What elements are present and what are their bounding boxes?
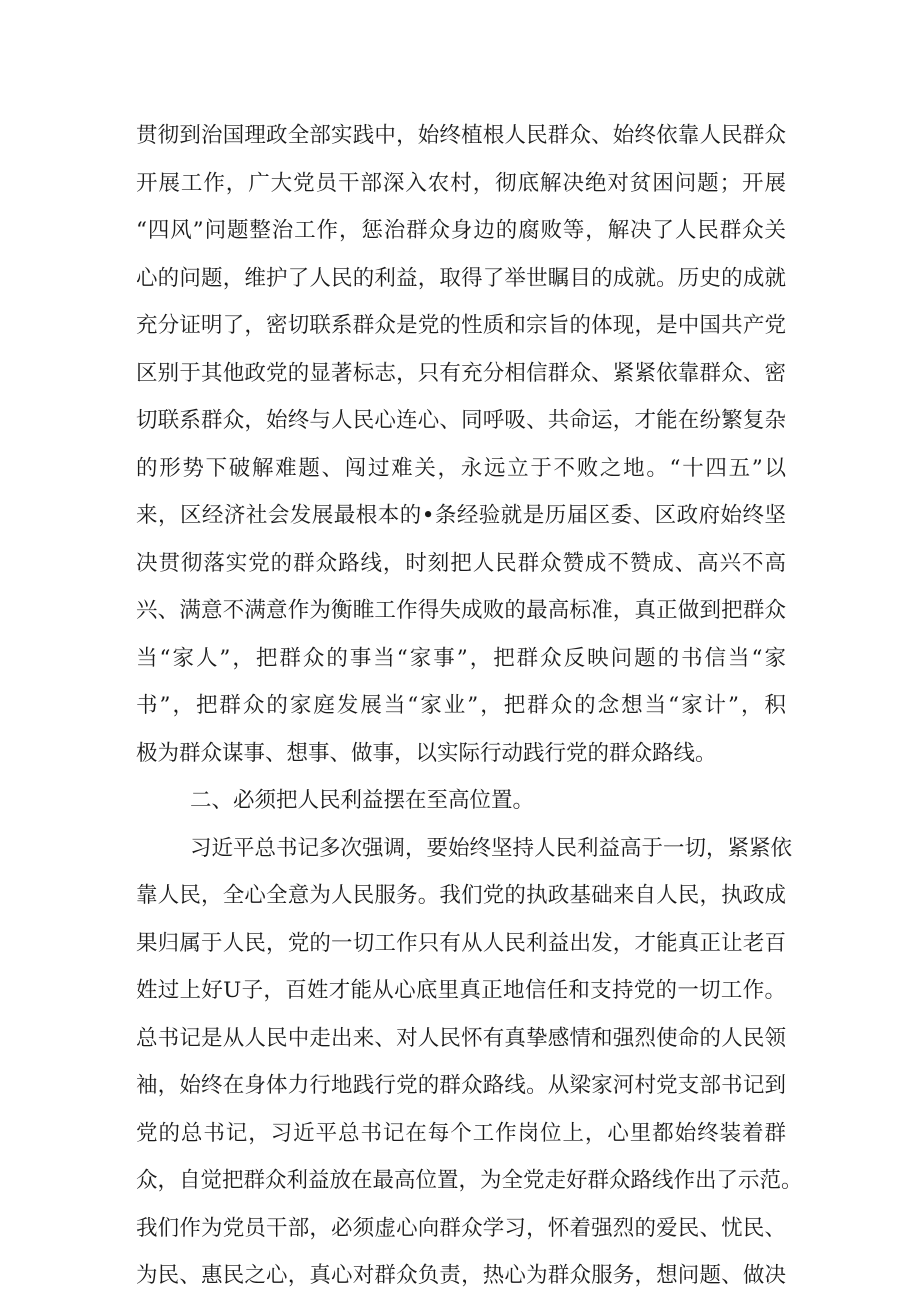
text-line: 我们作为党员干部，必须虚心向群众学习，怀着强烈的爱民、忧民、 <box>136 1215 786 1241</box>
paragraph-first-line: 习近平总书记多次强调，要始终坚持人民利益高于一切，紧紧依 <box>190 835 793 861</box>
document-body <box>136 112 803 1300</box>
text-line: 区别于其他政党的显著标志，只有充分相信群众、紧紧依靠群众、密 <box>136 360 786 386</box>
text-line: 切联系群众，始终与人民心连心、同呼吸、共命运，才能在纷繁复杂 <box>136 408 786 433</box>
text-line: 为民、惠民之心，真心对群众负责，热心为群众服务，想问题、做决 <box>136 1263 786 1288</box>
text-line: 党的总书记，习近平总书记在每个工作岗位上，心里都始终装着群 <box>136 1120 786 1146</box>
text-line: 当“家人”，把群众的事当“家事”，把群众反映问题的书信当“家 <box>136 645 786 671</box>
text-line: 贯彻到治国理政全部实践中，始终植根人民群众、始终依靠人民群众 <box>136 123 786 148</box>
text-line: 袖，始终在身体力行地践行党的群众路线。从梁家河村党支部书记到 <box>136 1073 786 1098</box>
text-line: “四风”问题整治工作，惩治群众身边的腐败等，解决了人民群众关 <box>136 218 786 243</box>
text-line: 心的问题，维护了人民的利益，取得了举世瞩目的成就。历史的成就 <box>136 265 786 291</box>
text-line: 总书记是从人民中走出来、对人民怀有真挚感情和强烈使命的人民领 <box>136 1025 786 1051</box>
text-line: 极为群众谋事、想事、做事，以实际行动践行党的群众路线。 <box>136 740 717 766</box>
text-line: 果归属于人民，党的一切工作只有从人民利益出发，才能真正让老百 <box>136 930 786 956</box>
text-line: 靠人民，全心全意为人民服务。我们党的执政基础来自人民，执政成 <box>136 883 786 908</box>
text-line: 开展工作，广大党员干部深入农村，彻底解决绝对贫困问题；开展 <box>136 170 786 196</box>
text-line: 姓过上好U子，百姓才能从心底里真正地信任和支持党的一切工作。 <box>136 978 786 1003</box>
text-line: 充分证明了，密切联系群众是党的性质和宗旨的体现，是中国共产党 <box>136 313 786 338</box>
text-line: 兴、满意不满意作为衡睢工作得失成败的最高标准，真正做到把群众 <box>136 598 786 623</box>
text-line: 的形势下破解难题、闯过难关，永远立于不败之地。“十四五”以 <box>136 455 786 481</box>
text-line: 来，区经济社会发展最根本的•条经验就是历届区委、区政府始终坚 <box>136 503 786 528</box>
text-line: 众，自觉把群众利益放在最高位置，为全党走好群众路线作出了示范。 <box>136 1168 803 1193</box>
text-line: 书”，把群众的家庭发展当“家业”，把群众的念想当“家计”，积 <box>136 693 786 718</box>
text-line: 决贯彻落实党的群众路线，时刻把人民群众赞成不赞成、高兴不高 <box>136 550 786 576</box>
section-heading: 二、必须把人民利益摆在至高位置。 <box>190 788 535 813</box>
